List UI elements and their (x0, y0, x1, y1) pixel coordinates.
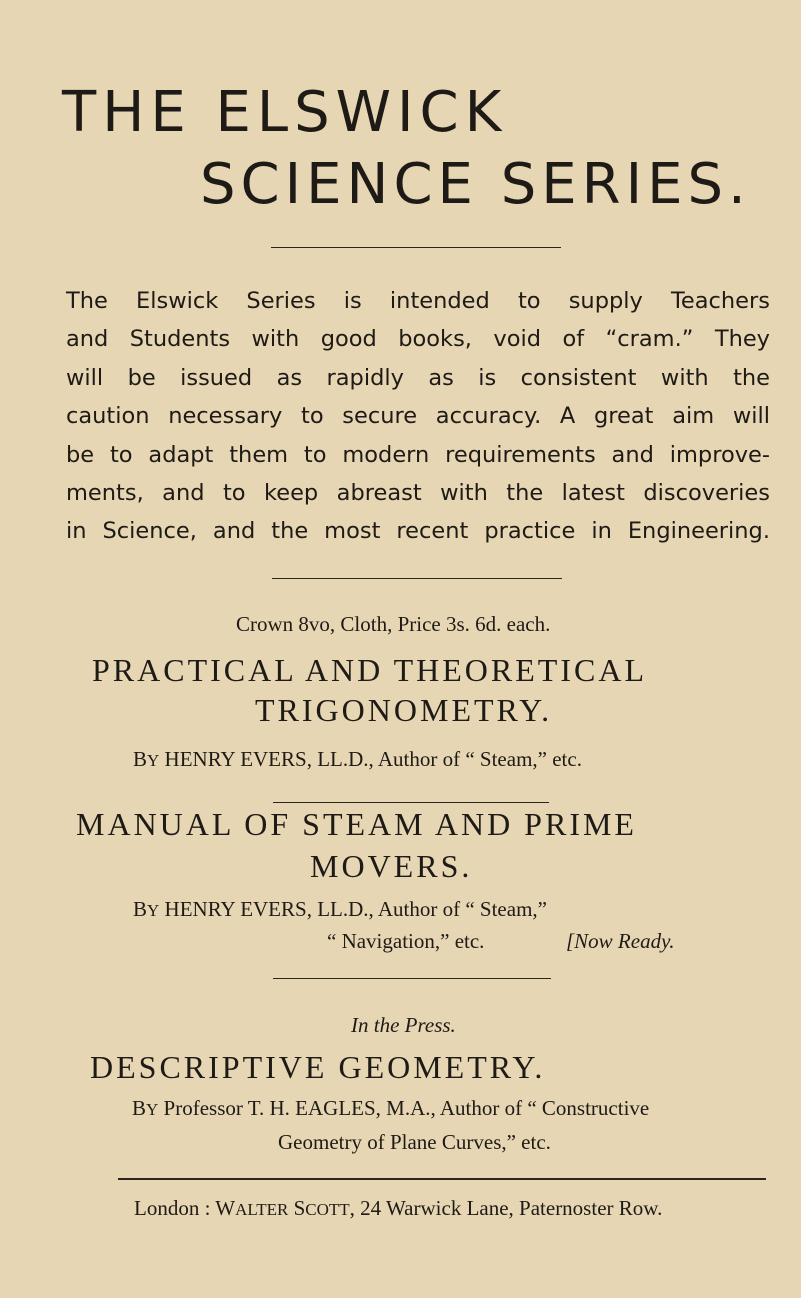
description-line: and Students with good books, void of “cram.” They (66, 326, 770, 353)
publisher-imprint: London : WALTER SCOTT, 24 Warwick Lane, Paternoster Row. (134, 1196, 663, 1220)
book3-title: DESCRIPTIVE GEOMETRY. (90, 1049, 546, 1085)
book1-title-line1: PRACTICAL AND THEORETICAL (92, 652, 647, 688)
description-line: ments, and to keep abreast with the latest discoveries (66, 480, 770, 507)
book1-author: BY HENRY EVERS, LL.D., Author of “ Steam,” etc. (133, 747, 582, 771)
divider (273, 802, 549, 803)
book3-author-line1: BY Professor T. H. EAGLES, M.A., Author of “ Constructive (132, 1096, 650, 1120)
price-line: Crown 8vo, Cloth, Price 3s. 6d. each. (236, 612, 551, 636)
book2-status: [Now Ready. (566, 929, 675, 953)
book3-status: In the Press. (351, 1013, 456, 1037)
series-description (66, 282, 770, 551)
book2-author-line2: “ Navigation,” etc. (327, 929, 485, 953)
footer-rule (118, 1178, 766, 1180)
description-line: The Elswick Series is intended to supply Teachers (66, 288, 770, 314)
divider (271, 247, 561, 248)
divider (272, 578, 562, 579)
series-title-line1: THE ELSWICK (62, 80, 508, 145)
book1-title-line2: TRIGONOMETRY. (255, 692, 553, 728)
series-title-line2: SCIENCE SERIES. (200, 152, 751, 217)
description-line: in Science, and the most recent practice in Engineering. (66, 518, 770, 545)
book2-title-line2: MOVERS. (310, 848, 473, 884)
book3-author-line2: Geometry of Plane Curves,” etc. (278, 1130, 551, 1154)
description-line: will be issued as rapidly as is consistent with the (66, 364, 770, 391)
description-line: caution necessary to secure accuracy. A great aim will (66, 403, 770, 430)
book2-title-line1: MANUAL OF STEAM AND PRIME (76, 806, 637, 842)
divider (273, 978, 551, 979)
description-line: be to adapt them to modern requirements and improve- (66, 441, 770, 468)
book2-author-line1: BY HENRY EVERS, LL.D., Author of “ Steam,” (133, 897, 547, 921)
